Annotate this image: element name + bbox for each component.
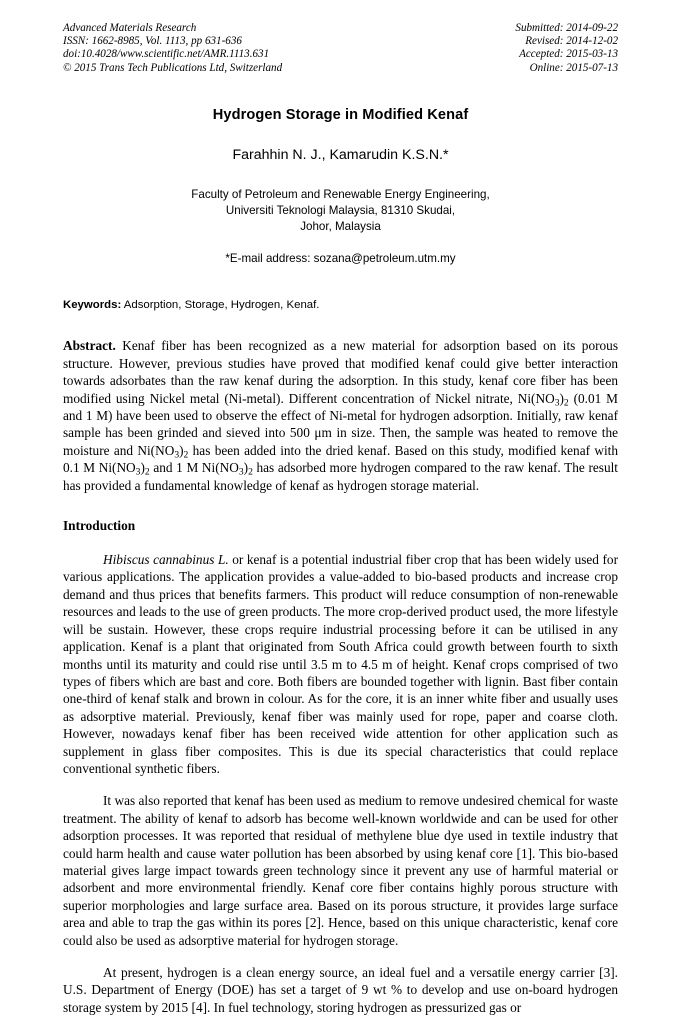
abstract-text-6: ) <box>140 460 145 476</box>
section-heading-introduction: Introduction <box>63 518 136 534</box>
affiliation-line-2: Universiti Teknologi Malaysia, 81310 Skudai, <box>225 204 456 218</box>
date-submitted: Submitted: 2014-09-22 <box>515 22 618 34</box>
subscript-3-b: 3 <box>174 449 180 461</box>
intro-paragraph-1-text: or kenaf is a potential industrial fiber crop that has been widely used for various applications. The application provides a value-added to bio-based products and increase crop demand and thus prices that benefits farmers. This product will reduce consumption of non-renewable resources and leads to the use of green products. The more crop-derived product used, the more lifestyle will be sustain. However, these crops require industrial processing before it can be utilised in any application. Kenaf is a plant that originated from South Africa could growth between fourth to sixth months until its maturity and could rise until 3.5 m to 4.5 m of height. Kenaf crops comprised of two types of fibers which are bast and core. Both fibers are bounded together with lignin. Bast fiber contain one-third of kenaf stalk and brown in colour. As for the core, it is an inner white fiber and usually uses as adsorptive material. Previously, kenaf fiber was mainly used for rope, paper and coarse cloth. However, nowadays kenaf fiber has been received wide attention for other application such as supplement in glass fiber composites. This is due its special characteristics that could replace conventional synthetic fibers. <box>63 552 619 776</box>
abstract-text-5: has been added into the dried kenaf. Based on this study, modified kenaf with 0.1 M Ni(NO <box>63 442 618 476</box>
subscript-2-b: 2 <box>183 449 189 461</box>
journal-issn-volume: ISSN: 1662-8985, Vol. 1113, pp 631-636 <box>63 35 242 48</box>
abstract-text-8: ) <box>243 460 249 476</box>
subscript-2-d: 2 <box>248 466 253 478</box>
affiliation-block <box>63 163 618 236</box>
subscript-2-a: 2 <box>563 397 569 409</box>
journal-name: Advanced Materials Research <box>63 22 197 34</box>
subscript-2-c: 2 <box>144 466 150 478</box>
abstract-label: Abstract. <box>63 338 116 354</box>
author-list: Farahhin N. J., Kamarudin K.S.N.* <box>232 146 449 163</box>
keywords-line <box>63 265 618 311</box>
page-title: Hydrogen Storage in Modified Kenaf <box>212 106 469 123</box>
abstract-text-2: ) <box>559 390 564 406</box>
journal-doi: doi:10.4028/www.scientific.net/AMR.1113.631 <box>63 48 270 61</box>
abstract-text-4: ) <box>179 442 184 458</box>
abstract-text-9: has adsorbed more hydrogen compared to the raw kenaf. The result has provided a fundamental knowledge of kenaf as hydrogen storage material. <box>63 460 618 493</box>
species-name-italic: Hibiscus cannabinus L. <box>103 552 229 568</box>
journal-header <box>63 22 618 75</box>
affiliation-line-1: Faculty of Petroleum and Renewable Energy Engineering, <box>191 187 490 201</box>
abstract-text-1: Kenaf fiber has been recognized as a new material for adsorption based on its porous structure. However, previous studies have proved that modified kenaf could give better interaction towards adsorbates than the raw kenaf during the adsorption. In this study, kenaf core fiber has been modified using Nickel metal (Ni-metal). Different concentration of Nickel nitrate, Ni(NO <box>63 338 618 406</box>
keywords-value: Adsorption, Storage, Hydrogen, Kenaf. <box>123 299 320 312</box>
abstract-text-7: and 1 M Ni(NO <box>149 460 239 476</box>
journal-header-left <box>63 22 282 75</box>
journal-copyright: © 2015 Trans Tech Publications Ltd, Switzerland <box>63 61 283 74</box>
corresponding-email: *E-mail address: sozana@petroleum.utm.my <box>225 252 456 266</box>
date-accepted: Accepted: 2015-03-13 <box>519 48 618 61</box>
abstract-text-3: (0.01 M and 1 M) have been used to observe the effect of Ni-metal for hydrogen adsorption. Initially, raw kenaf sample has been grinded and sieved into 500 μm in size. Then, the sample was heated to remove the moisture and Ni(NO <box>63 390 618 458</box>
intro-paragraph-3: At present, hydrogen is a clean energy source, an ideal fuel and a versatile energy carrier [3]. U.S. Department of Energy (DOE) has set a target of 9 wt % to develop and use on-board hydrogen storage system by 2015 [4]. In fuel technology, storing hydrogen as pressurized gas or <box>63 965 618 1015</box>
intro-paragraph-1 <box>63 534 618 777</box>
date-revised: Revised: 2014-12-02 <box>525 35 618 48</box>
intro-paragraph-2: It was also reported that kenaf has been used as medium to remove undesired chemical for waste treatment. The ability of kenaf to adsorb has become well-known worldwide and can be used for other adsorption processes. It was reported that residual of methylene blue dye used in textile industry that could harm health and cause water pollution has been absorbed by using kenaf core [1]. This bio-based material gives large impact towards green technology since it prevent any use of harmful material or adsorbent and more environmental friendly. Kenaf core fiber contains highly porous structure with superior morphologies and large surface area. Based on its porous structure, it provides large surface area and able to trap the gas within its pores [2]. Hence, based on this unique characteristic, kenaf core could also be used as adsorptive material for hydrogen storage. <box>63 793 618 948</box>
date-online: Online: 2015-07-13 <box>529 61 618 74</box>
subscript-3-a: 3 <box>554 397 560 409</box>
journal-header-right <box>515 22 618 75</box>
affiliation-line-3: Johor, Malaysia <box>300 220 381 234</box>
keywords-label: Keywords: <box>63 299 122 312</box>
subscript-3-d: 3 <box>238 466 244 478</box>
subscript-3-c: 3 <box>135 466 141 478</box>
abstract-paragraph <box>63 311 618 494</box>
